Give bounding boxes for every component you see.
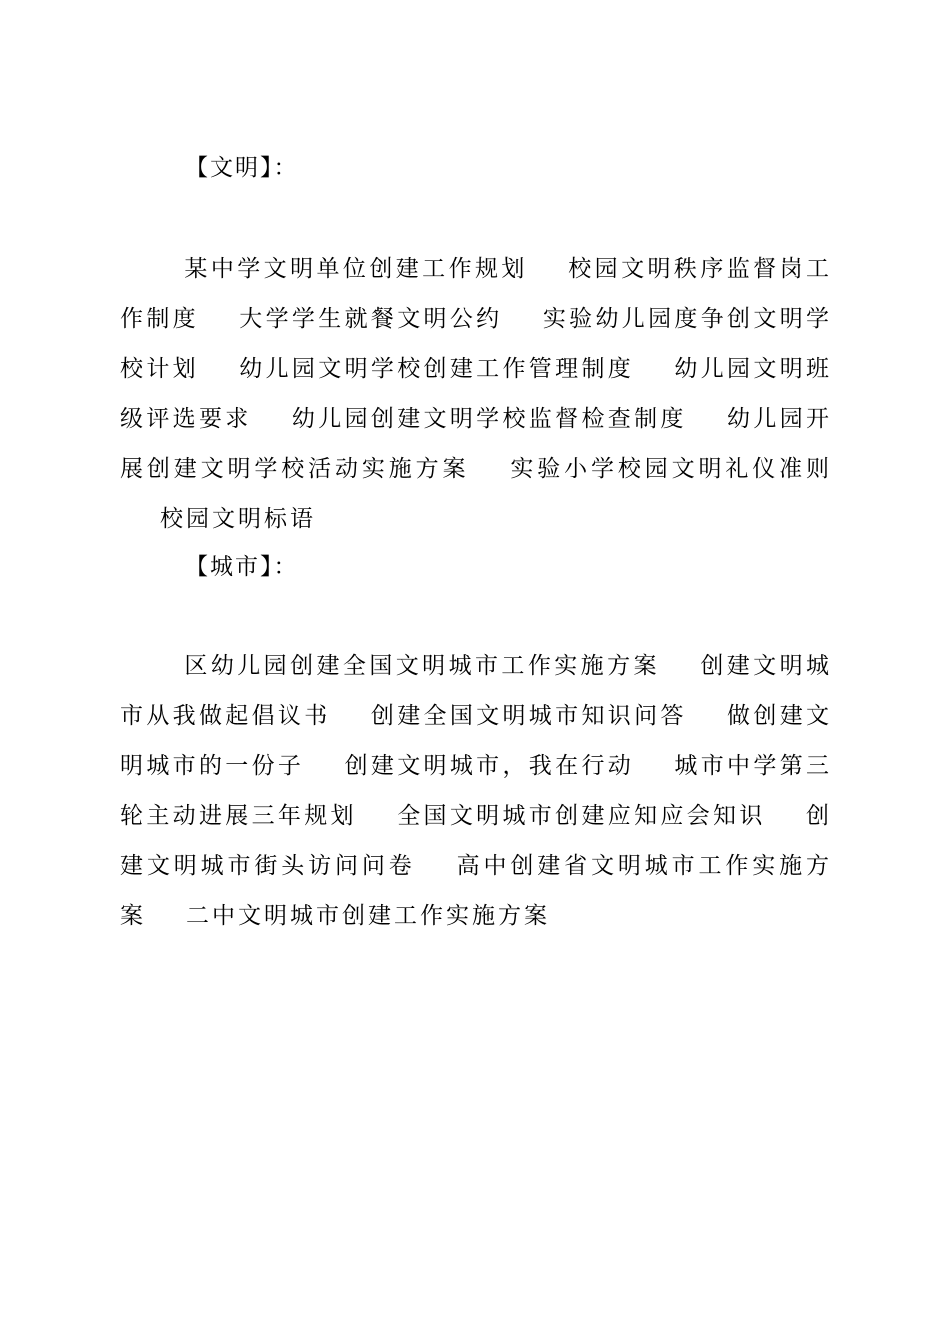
list-item: 幼儿园开展创建文明学校活动实施方案	[120, 406, 833, 482]
list-item: 做创建文明城市的一份子	[120, 703, 833, 779]
list-item: 某中学文明单位创建工作规划	[184, 256, 528, 282]
section-list-city	[120, 641, 832, 941]
list-item: 实验幼儿园度争创文明学校计划	[120, 306, 833, 382]
list-item: 创建文明城市街头访问问卷	[120, 803, 833, 879]
list-item: 校园文明秩序监督岗工作制度	[120, 256, 833, 332]
list-item: 全国文明城市创建应知应会知识	[396, 803, 766, 829]
list-item: 幼儿园文明班级评选要求	[120, 356, 833, 432]
list-item: 实验小学校园文明礼仪准则	[509, 456, 833, 482]
section-list-civilization	[120, 244, 832, 544]
list-item: 创建文明城市从我做起倡议书	[120, 653, 833, 729]
list-item: 创建文明城市，我在行动	[344, 753, 635, 779]
section-heading-civilization: 【文明】：	[185, 155, 299, 181]
list-item: 幼儿园文明学校创建工作管理制度	[238, 356, 635, 382]
list-item: 高中创建省文明城市工作实施方案	[120, 853, 833, 929]
list-item: 区幼儿园创建全国文明城市工作实施方案	[184, 653, 660, 679]
section-heading-city: 【城市】：	[185, 554, 299, 580]
list-item: 城市中学第三轮主动进展三年规划	[120, 753, 833, 829]
list-item: 创建全国文明城市知识问答	[370, 703, 687, 729]
list-item: 大学学生就餐文明公约	[238, 306, 503, 332]
list-item: 二中文明城市创建工作实施方案	[186, 903, 550, 929]
list-item: 幼儿园创建文明学校监督检查制度	[291, 406, 687, 432]
list-item: 校园文明标语	[160, 506, 316, 532]
